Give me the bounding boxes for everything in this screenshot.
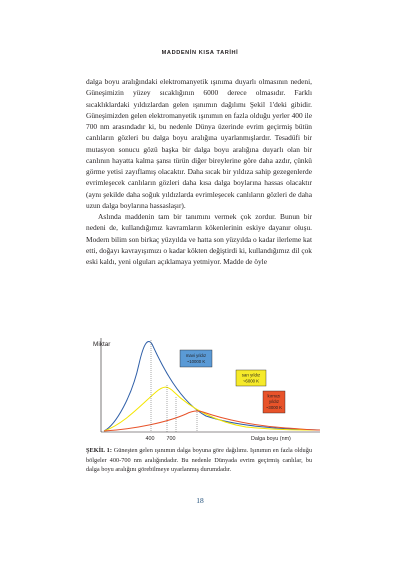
figure-caption bbox=[86, 446, 312, 475]
tick-700: 700 bbox=[166, 436, 176, 442]
tick-400: 400 bbox=[145, 436, 155, 442]
legend-red-line3: ~3000 K bbox=[265, 405, 283, 410]
page-number: 18 bbox=[196, 496, 204, 505]
blackbody-figure bbox=[76, 330, 326, 448]
x-axis-label: Dalga boyu (nm) bbox=[251, 436, 291, 442]
caption-text: Güneşten gelen ışınımın dalga boyuna göre dağılımı. Işınımın en fazla olduğu bölgeler 400-700 nm aralığındadır. Bu nedenle Dünyada evrim geçirmiş canlılar, bu dalga boyu aralığını görebilmeye uyarlanmış durumdadır. bbox=[86, 447, 312, 474]
running-head: MADDENİN KISA TARİHİ bbox=[161, 50, 239, 56]
legend-blue-line2: ~10000 K bbox=[186, 359, 206, 364]
legend-yellow-line2: ~6000 K bbox=[242, 378, 260, 384]
curve-red-star bbox=[104, 411, 320, 431]
legend-yellow-line1: sarı yıldız bbox=[241, 372, 261, 378]
legend-red-line1: kırmızı bbox=[267, 393, 281, 399]
legend-red-line2: yıldız bbox=[268, 399, 280, 404]
paragraph: Aslında maddenin tam bir tanımını vermek çok zordur. Bunun bir nedeni de, kullandığımız kavramların kökenlerinin eskiye dayanır oluşu. Modern bilim son birkaç yüzyılda ve hatta son yüzyılda o kadar ilerleme kat etti, doğayı kavrayışımızı o kadar kökten değiştirdi ki, kullandığımız dil çok eski kaldı, yeni olguları açıklamaya yetmiyor. Madde de öyle bbox=[86, 212, 312, 266]
caption-label: ŞEKİL 1: bbox=[86, 447, 112, 454]
spectrum-plot bbox=[76, 330, 326, 448]
curve-yellow-star bbox=[104, 387, 320, 431]
body-text bbox=[86, 76, 312, 267]
legend-blue-line1: mavi yıldız bbox=[185, 353, 207, 358]
paragraph: dalga boyu aralığındaki elektromanyetik ışınıma duyarlı olmasının nedeni, Güneşimizin yüzey sıcaklığının 6000 derece olmasıdır. Farklı sıcaklıklardaki yıldızlardan gelen ışınımın dağılımı Şekil 1'deki gibidir. Güneşimizden gelen elektromanyetik ışınımın en fazla olduğu yerler 400 ile 700 nm arasındadır ki, bu nedenle Dünya üzerinde evrim geçirmiş bütün canlıların gözleri bu dalga boyu aralığına uyarlanmışlardır. Tesadüfi bir mutasyon sonucu gözü başka bir dalga boyu aralığına duyarlı olan bir canlının hayatta kalma şansı türün diğer bireylerine göre daha azdır, çünkü görme yetisi zayıflamış olacaktır. Daha sıcak bir yıldıza sahip gezegenlerde evrimleşecek canlıların gözleri daha kısa dalga boylarına hassas olacaktır (aynı şekilde daha soğuk yıldızlarda evrimleşecek canlıların gözleri de daha uzun dalga boylarına hassaslaşır). bbox=[86, 77, 312, 210]
y-axis-label: Miktar bbox=[93, 341, 111, 348]
